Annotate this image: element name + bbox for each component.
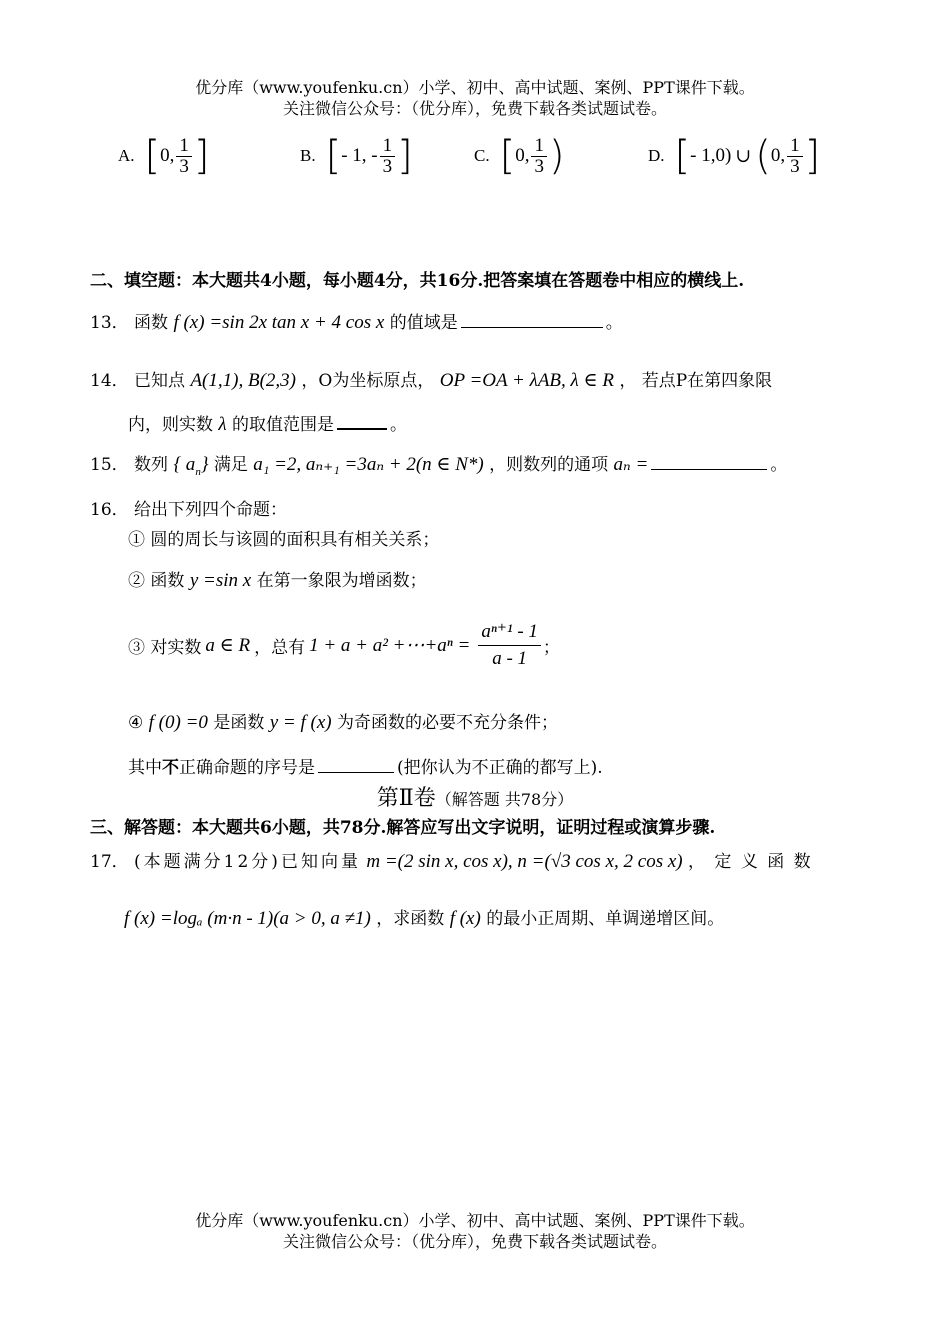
option-a [118,133,210,179]
question-text: ④ [128,713,144,733]
option-value: 0, [515,145,530,166]
question-number: 14． [90,371,129,391]
section-3-heading: 三、解答题：本大题共6小题，共78分.解答应写出文字说明，证明过程或演算步骤. [90,818,716,838]
part-2-title: 第Ⅱ卷（解答题 共78分） [376,786,574,811]
fraction: $\frac{1}{3}$ [787,136,803,177]
fraction: $\frac{1}{3}$ [380,136,396,177]
bracket: ] [804,133,821,179]
question-number: 13． [90,313,129,333]
question-text: 。 [605,313,623,333]
math-expression: a ∈ R [205,634,251,656]
question-text: ； [542,637,560,658]
option-value: 0, [160,145,175,166]
math-expression: f (x) =sin 2x tan x + 4 cos x [173,312,385,333]
option-label: A. [118,146,135,165]
question-text: 是函数 [213,713,265,733]
option-b [300,133,413,179]
math-expression: a₁ =2, aₙ₊₁ =3aₙ + 2(n ∈ N*) [253,454,484,475]
question-14-line-2 [128,410,407,436]
answer-blank [651,469,767,470]
math-expression: y =sin x [189,570,252,591]
proposition-2 [128,566,427,592]
option-value: - 1,0) [690,145,732,166]
question-text: 的值域是 [389,313,458,333]
option-c [474,133,565,179]
question-text: ， 若点P在第四象限 [619,371,773,391]
question-text: 满足 [213,455,248,475]
question-14 [90,366,772,392]
question-text: 为奇函数的必要不充分条件； [337,713,559,733]
fraction: $\frac{1}{3}$ [531,136,547,177]
proposition-1: ① 圆的周长与该圆的面积具有相关关系； [128,530,440,550]
question-number: 16． [90,500,129,520]
question-16 [90,495,287,520]
answer-blank [337,428,387,430]
math-expression: aₙ = [613,454,649,475]
question-text: ② 函数 [128,571,185,591]
math-expression: m =(2 sin x, cos x), n =(√3 cos x, 2 cos x) [366,851,683,872]
bracket: ) [548,133,565,179]
bracket: ( [755,133,771,179]
question-text: 已知点 [134,371,186,391]
option-d [648,133,820,179]
answer-blank [461,327,603,328]
proposition-3 [128,622,560,669]
math-expression: f (0) =0 [148,712,208,733]
question-text: ③ 对实数 [128,637,202,658]
header-line-2: 关注微信公众号：（优分库），免费下载各类试题试卷。 [282,99,667,118]
lambda-symbol: λ [218,414,227,435]
proposition-4 [128,708,558,734]
question-13 [90,308,623,334]
question-text: 在第一象限为增函数； [256,571,427,591]
question-text: 的最小正周期、单调递增区间。 [486,909,725,929]
question-text: ，求函数 [376,909,445,929]
bracket: ] [193,133,210,179]
bracket: [ [674,133,691,179]
question-17-line-2 [124,904,724,930]
question-17 [90,847,813,873]
part-2-subtitle: （解答题 共78分） [435,790,574,809]
math-expression: f (x) [449,908,481,929]
option-label: D. [648,146,665,165]
question-text: 。 [770,455,788,475]
option-value: 0, [770,145,786,166]
option-label: B. [300,146,316,165]
question-text: 给出下列四个命题： [134,500,288,520]
option-value: - 1, - [341,145,378,166]
question-text: ，总有 [254,637,306,658]
footer-line-1: 优分库（www.youfenku.cn）小学、初中、高中试题、案例、PPT课件下载。 [195,1211,755,1230]
question-text: ， 定 义 函 数 [688,852,813,872]
union-symbol: ∪ [735,145,752,167]
question-16-ask [128,753,603,778]
fraction: $\frac{1}{3}$ [176,136,192,177]
math-expression: OP =OA + λAB, λ ∈ R [439,370,614,391]
answer-blank [318,772,394,773]
question-text: 的取值范围是 [232,415,335,435]
section-2-heading: 二、填空题：本大题共4小题，每小题4分，共16分.把答案填在答题卷中相应的横线上. [90,271,745,291]
math-expression: 1 + a + a² +⋯+aⁿ = [309,634,471,656]
bracket: [ [325,133,342,179]
question-text: 正确命题的序号是 [179,758,315,778]
question-text: ，则数列的通项 [489,455,609,475]
math-expression: f (x) =logₐ (m·n - 1)(a > 0, a ≠1) [124,908,371,929]
fraction: $\frac{\text{aⁿ⁺¹ - 1}}{a - 1}$ [478,622,541,669]
question-text: 数列 [134,455,169,475]
question-text: 其中 [128,758,162,778]
math-expression: A(1,1), B(2,3) [190,370,296,391]
emphasis-not: 不 [162,758,179,778]
question-number: 15． [90,455,129,475]
sequence-symbol: { $a_n$} [173,454,209,478]
footer-line-2: 关注微信公众号：（优分库），免费下载各类试题试卷。 [282,1232,667,1251]
question-number: 17． [90,852,129,872]
question-text: 内，则实数 [128,415,213,435]
question-text: (把你认为不正确的都写上). [397,758,603,778]
option-label: C. [474,146,490,165]
question-15 [90,450,787,478]
question-text: 。 [390,415,408,435]
bracket: [ [499,133,516,179]
header-line-1: 优分库（www.youfenku.cn）小学、初中、高中试题、案例、PPT课件下载。 [195,78,755,97]
question-text: (本题满分12分)已知向量 [134,852,361,872]
question-text: 函数 [134,313,169,333]
bracket: ] [397,133,413,179]
bracket: [ [144,133,161,179]
question-text: ，O为坐标原点， [301,371,435,391]
math-expression: y = f (x) [269,712,332,733]
